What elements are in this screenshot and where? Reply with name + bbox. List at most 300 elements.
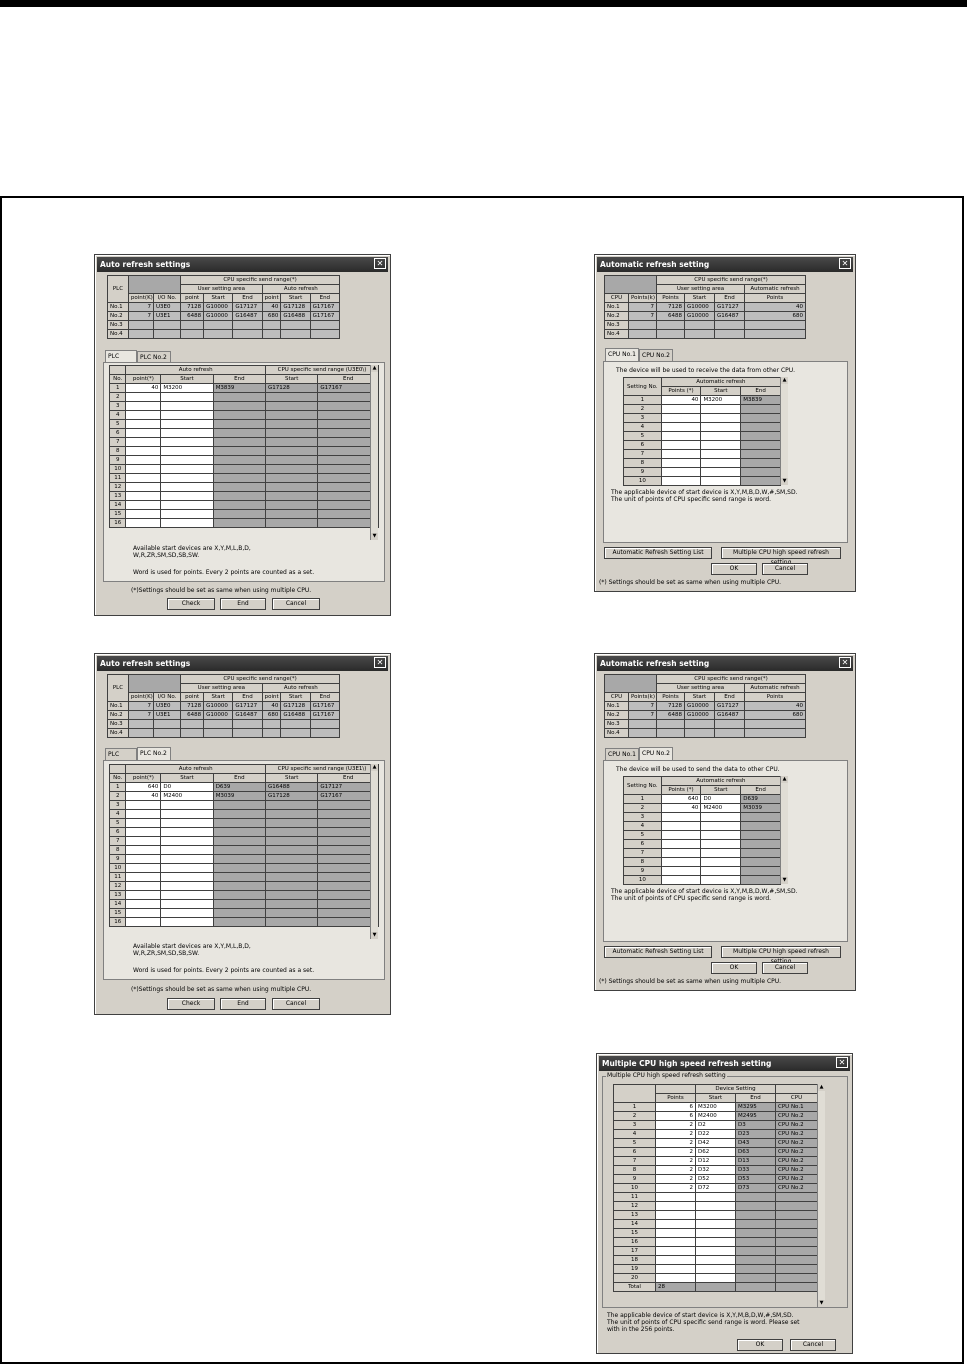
end-cell: D73 (736, 1184, 776, 1193)
points-input[interactable] (126, 810, 161, 819)
start-input[interactable] (161, 801, 213, 810)
start-input[interactable] (701, 441, 741, 450)
table-row (110, 828, 379, 837)
row-number: 8 (110, 846, 126, 855)
points-input[interactable] (126, 420, 161, 429)
start-input[interactable] (701, 477, 741, 486)
column-header: End (741, 786, 781, 795)
end-cell (741, 405, 781, 414)
check-button[interactable]: Check (167, 998, 215, 1010)
start-input[interactable] (701, 840, 741, 849)
points-input[interactable] (656, 1220, 696, 1229)
column-header: End (233, 693, 262, 702)
table-row (624, 822, 781, 831)
start-input[interactable]: D0 (701, 795, 741, 804)
table-row (110, 501, 379, 510)
automatic-refresh-header: Automatic refresh (745, 285, 806, 294)
start-input[interactable] (701, 867, 741, 876)
cpu-cell (776, 1238, 818, 1247)
table-row (624, 477, 781, 486)
start-input[interactable] (161, 438, 213, 447)
start-input[interactable] (701, 468, 741, 477)
start-input[interactable] (161, 855, 213, 864)
close-icon[interactable]: ✕ (836, 1057, 848, 1068)
table-cell (629, 330, 657, 339)
start-input[interactable]: D42 (696, 1139, 736, 1148)
start-input[interactable] (161, 429, 213, 438)
table-cell: 6488 (657, 312, 685, 321)
table-cell (153, 729, 180, 738)
start-input[interactable]: M3200 (161, 384, 213, 393)
start-input[interactable] (161, 456, 213, 465)
start-input[interactable] (161, 882, 213, 891)
start-input[interactable]: M2400 (161, 792, 213, 801)
points-input[interactable]: 40 (126, 384, 161, 393)
footnote: (*)Settings should be set as same when using multiple CPU. (131, 587, 312, 594)
points-input[interactable] (656, 1211, 696, 1220)
points-input[interactable] (661, 450, 701, 459)
auto-refresh-header: Auto refresh (262, 684, 339, 693)
start-input[interactable]: D52 (696, 1175, 736, 1184)
range-start-cell (266, 828, 318, 837)
start-input[interactable] (696, 1247, 736, 1256)
blank-cell (776, 1283, 818, 1292)
multiple-cpu-high-speed-button[interactable]: Multiple CPU high speed refresh (721, 946, 841, 958)
points-input[interactable] (656, 1274, 696, 1283)
points-input[interactable] (656, 1202, 696, 1211)
points-input[interactable] (126, 402, 161, 411)
row-label: No.4 (605, 729, 629, 738)
close-icon[interactable]: ✕ (374, 657, 386, 668)
points-input[interactable] (126, 855, 161, 864)
range-start-cell (266, 891, 318, 900)
start-input[interactable] (696, 1256, 736, 1265)
grid-scrollbar[interactable] (370, 365, 378, 540)
start-input[interactable] (701, 432, 741, 441)
column-header: End (213, 774, 265, 783)
points-input[interactable]: 40 (661, 396, 701, 405)
points-input[interactable] (661, 840, 701, 849)
row-number: 1 (624, 795, 662, 804)
start-input[interactable] (161, 411, 213, 420)
automatic-refresh-setting-list-button[interactable]: Automatic Refresh Setting List (604, 547, 712, 559)
start-input[interactable] (701, 459, 741, 468)
end-cell (213, 429, 265, 438)
footnote: (*) Settings should be set as same when using multiple CPU. (599, 579, 782, 586)
points-input[interactable] (661, 405, 701, 414)
start-input[interactable] (701, 813, 741, 822)
table-row (110, 909, 379, 918)
points-input[interactable] (126, 492, 161, 501)
word-points-note: Word is used for points. Every 2 points are counted as a set. (133, 569, 315, 576)
close-icon[interactable]: ✕ (839, 258, 851, 269)
table-cell (262, 321, 281, 330)
table-row (614, 1247, 818, 1256)
table-row (110, 882, 379, 891)
scroll-down-icon[interactable]: ▼ (372, 533, 377, 539)
points-input[interactable]: 640 (126, 783, 161, 792)
automatic-refresh-setting-list-button[interactable]: Automatic Refresh Setting List (604, 946, 712, 958)
points-input[interactable] (661, 858, 701, 867)
plc-header: PLC (108, 675, 129, 702)
start-input[interactable] (161, 501, 213, 510)
table-row (110, 519, 379, 528)
points-input[interactable] (126, 510, 161, 519)
points-input[interactable] (661, 459, 701, 468)
table-row (110, 384, 379, 393)
start-input[interactable] (701, 849, 741, 858)
table-cell (745, 321, 806, 330)
range-start-cell (266, 411, 318, 420)
points-input[interactable]: 2 (656, 1121, 696, 1130)
points-input[interactable] (126, 900, 161, 909)
scroll-down-icon[interactable]: ▼ (372, 932, 377, 938)
start-input[interactable] (161, 891, 213, 900)
points-input[interactable] (661, 813, 701, 822)
table-row (110, 438, 379, 447)
points-input[interactable] (126, 801, 161, 810)
grid-scrollbar[interactable] (370, 764, 378, 939)
points-input[interactable] (126, 909, 161, 918)
close-icon[interactable]: ✕ (839, 657, 851, 668)
points-input[interactable] (661, 876, 701, 885)
row-number: 11 (110, 873, 126, 882)
start-input[interactable]: M2400 (696, 1112, 736, 1121)
table-row (624, 840, 781, 849)
scroll-down-icon[interactable]: ▼ (782, 877, 787, 883)
scroll-down-icon[interactable]: ▼ (782, 478, 787, 484)
start-input[interactable] (161, 909, 213, 918)
start-input[interactable] (161, 420, 213, 429)
start-input[interactable] (701, 405, 741, 414)
end-cell (741, 831, 781, 840)
points-input[interactable] (661, 468, 701, 477)
points-input[interactable] (661, 441, 701, 450)
multiple-cpu-high-speed-dialog (596, 1053, 853, 1354)
start-input[interactable] (701, 876, 741, 885)
cancel-button[interactable]: Cancel (272, 998, 320, 1010)
points-input[interactable] (661, 423, 701, 432)
points-input[interactable]: 640 (661, 795, 701, 804)
tab-strip (605, 349, 845, 361)
table-row (110, 510, 379, 519)
grid-scrollbar[interactable] (817, 1084, 825, 1307)
start-input[interactable] (161, 402, 213, 411)
start-input[interactable] (696, 1193, 736, 1202)
scroll-up-icon[interactable]: ▲ (819, 1084, 824, 1090)
unit-note: The unit of points of CPU specific send range is word. (611, 895, 772, 902)
table-row (110, 918, 379, 927)
end-button[interactable]: End (220, 598, 266, 610)
table-cell (281, 321, 310, 330)
end-cell (213, 501, 265, 510)
table-row (624, 858, 781, 867)
column-header: point (181, 693, 204, 702)
start-input[interactable] (161, 483, 213, 492)
end-button[interactable]: End (220, 998, 266, 1010)
table-cell: 6488 (657, 711, 685, 720)
table-cell (204, 720, 233, 729)
grid-scrollbar[interactable] (780, 776, 788, 884)
start-input[interactable]: D12 (696, 1157, 736, 1166)
points-input[interactable] (126, 411, 161, 420)
start-input[interactable]: D62 (696, 1148, 736, 1157)
tab-cpu1[interactable]: CPU No.1 (605, 748, 639, 760)
table-cell (310, 729, 339, 738)
start-input[interactable] (161, 828, 213, 837)
ok-button[interactable]: OK (711, 563, 757, 575)
points-input[interactable]: 6 (656, 1112, 696, 1121)
end-cell (741, 441, 781, 450)
row-label: No.2 (108, 711, 129, 720)
scroll-up-icon[interactable]: ▲ (372, 764, 377, 770)
points-input[interactable] (126, 429, 161, 438)
word-points-note: Word is used for points. Every 2 points are counted as a set. (133, 967, 315, 974)
points-input[interactable] (661, 432, 701, 441)
start-input[interactable] (161, 474, 213, 483)
points-input[interactable] (126, 846, 161, 855)
footnote: (*)Settings should be set as same when using multiple CPU. (131, 986, 312, 993)
auto-refresh-grid (109, 365, 379, 528)
points-input[interactable]: 2 (656, 1130, 696, 1139)
start-devices-note: Available start devices are X,Y,M,L,B,D, W,R,ZR,SM,SD,SB,SW. (133, 545, 251, 559)
column-header: End (736, 1094, 776, 1103)
start-input[interactable] (161, 864, 213, 873)
ok-button[interactable]: OK (737, 1339, 783, 1351)
table-row (614, 1274, 818, 1283)
tab-plc1[interactable]: PLC (105, 350, 137, 363)
points-input[interactable]: 2 (656, 1139, 696, 1148)
points-input[interactable] (126, 828, 161, 837)
end-cell (213, 855, 265, 864)
points-input[interactable] (661, 831, 701, 840)
row-label: No.2 (108, 312, 129, 321)
points-input[interactable] (661, 822, 701, 831)
points-input[interactable] (126, 474, 161, 483)
points-input[interactable]: 6 (656, 1103, 696, 1112)
table-row (110, 456, 379, 465)
points-input[interactable] (126, 519, 161, 528)
start-input[interactable] (161, 900, 213, 909)
start-input[interactable]: D22 (696, 1130, 736, 1139)
start-input[interactable] (161, 519, 213, 528)
automatic-refresh-grid (623, 776, 781, 885)
start-input[interactable] (696, 1274, 736, 1283)
points-input[interactable] (661, 849, 701, 858)
start-input[interactable] (161, 492, 213, 501)
tab-cpu1[interactable]: CPU No.1 (605, 348, 639, 361)
start-input[interactable] (161, 837, 213, 846)
points-input[interactable] (126, 918, 161, 927)
points-input[interactable] (661, 414, 701, 423)
cancel-button[interactable]: Cancel (762, 962, 808, 974)
start-input[interactable] (161, 510, 213, 519)
row-label: No.2 (605, 312, 629, 321)
start-input[interactable]: M3200 (701, 396, 741, 405)
column-header: CPU (605, 294, 629, 303)
end-cell (741, 477, 781, 486)
row-number: 13 (110, 891, 126, 900)
start-input[interactable] (701, 831, 741, 840)
table-cell (262, 330, 281, 339)
points-input[interactable] (126, 819, 161, 828)
cpu-cell (776, 1247, 818, 1256)
points-input[interactable] (656, 1229, 696, 1238)
row-number: 7 (614, 1157, 656, 1166)
points-input[interactable] (661, 477, 701, 486)
row-number: 4 (624, 423, 662, 432)
table-cell: G16488 (281, 312, 310, 321)
range-start-cell (266, 438, 318, 447)
end-cell (741, 867, 781, 876)
table-row (624, 441, 781, 450)
scroll-down-icon[interactable]: ▼ (819, 1300, 824, 1306)
tab-cpu2[interactable]: CPU No.2 (639, 349, 673, 361)
points-input[interactable] (661, 867, 701, 876)
multiple-cpu-high-speed-button[interactable]: Multiple CPU high speed refresh (721, 547, 841, 559)
table-cell (128, 330, 153, 339)
tab-plc2[interactable]: PLC No.2 (137, 351, 171, 363)
end-cell (736, 1256, 776, 1265)
end-cell (741, 876, 781, 885)
points-input[interactable] (656, 1265, 696, 1274)
table-row (614, 1256, 818, 1265)
points-input[interactable]: 2 (656, 1184, 696, 1193)
table-row (605, 312, 806, 321)
end-cell (213, 483, 265, 492)
start-input[interactable] (161, 846, 213, 855)
points-input[interactable] (126, 447, 161, 456)
check-button[interactable]: Check (167, 598, 215, 610)
cpu-cell: CPU No.2 (776, 1112, 818, 1121)
points-input[interactable] (656, 1256, 696, 1265)
end-cell: M3039 (213, 792, 265, 801)
start-input[interactable] (701, 822, 741, 831)
start-input[interactable] (161, 819, 213, 828)
tab-plc1[interactable]: PLC (105, 748, 137, 760)
summary-table (604, 674, 806, 738)
row-number: 9 (110, 855, 126, 864)
table-row (108, 312, 340, 321)
start-input[interactable] (696, 1202, 736, 1211)
range-start-cell (266, 429, 318, 438)
user-area-header: User setting area (181, 285, 262, 294)
table-cell (128, 720, 153, 729)
points-input[interactable] (126, 438, 161, 447)
points-input[interactable]: 2 (656, 1148, 696, 1157)
points-input[interactable]: 40 (126, 792, 161, 801)
cancel-button[interactable]: Cancel (762, 563, 808, 575)
points-input[interactable] (656, 1247, 696, 1256)
end-cell (213, 846, 265, 855)
points-input[interactable]: 40 (661, 804, 701, 813)
start-input[interactable] (161, 393, 213, 402)
points-input[interactable]: 2 (656, 1175, 696, 1184)
end-cell: D33 (736, 1166, 776, 1175)
points-input[interactable] (126, 864, 161, 873)
start-input[interactable] (696, 1220, 736, 1229)
points-input[interactable] (126, 456, 161, 465)
points-input[interactable] (656, 1193, 696, 1202)
table-cell (745, 720, 806, 729)
table-row (605, 303, 806, 312)
cpu-cell (776, 1220, 818, 1229)
table-cell: G10000 (204, 303, 233, 312)
end-cell (213, 873, 265, 882)
points-input[interactable] (126, 465, 161, 474)
column-header: Points (656, 1094, 696, 1103)
row-number: 7 (624, 849, 662, 858)
grid-scrollbar[interactable] (780, 377, 788, 485)
end-cell (736, 1247, 776, 1256)
points-input[interactable] (126, 837, 161, 846)
start-input[interactable]: M3200 (696, 1103, 736, 1112)
cancel-button[interactable]: Cancel (790, 1339, 836, 1351)
start-input[interactable] (701, 450, 741, 459)
start-input[interactable]: D32 (696, 1166, 736, 1175)
points-input[interactable] (126, 882, 161, 891)
points-input[interactable] (126, 483, 161, 492)
scroll-up-icon[interactable]: ▲ (782, 776, 787, 782)
start-input[interactable] (696, 1211, 736, 1220)
row-number: 12 (110, 483, 126, 492)
start-input[interactable] (701, 414, 741, 423)
summary-table (604, 275, 806, 339)
start-input[interactable] (161, 873, 213, 882)
column-header: Start (161, 774, 213, 783)
start-input[interactable]: D72 (696, 1184, 736, 1193)
end-cell (213, 492, 265, 501)
scroll-up-icon[interactable]: ▲ (372, 365, 377, 371)
table-cell: 680 (745, 711, 806, 720)
tab-plc2[interactable]: PLC No.2 (137, 747, 171, 760)
start-input[interactable] (161, 810, 213, 819)
range-start-cell (266, 456, 318, 465)
start-input[interactable] (696, 1229, 736, 1238)
row-number: 10 (110, 465, 126, 474)
points-input[interactable]: 2 (656, 1157, 696, 1166)
start-input[interactable] (161, 465, 213, 474)
close-icon[interactable]: ✕ (374, 258, 386, 269)
row-number: 10 (614, 1184, 656, 1193)
start-input[interactable] (701, 423, 741, 432)
scroll-up-icon[interactable]: ▲ (782, 377, 787, 383)
start-input[interactable]: M2400 (701, 804, 741, 813)
points-input[interactable] (126, 873, 161, 882)
row-number: 7 (110, 837, 126, 846)
cpu-send-range-header: CPU specific send range(*) (657, 675, 806, 684)
start-input[interactable] (701, 858, 741, 867)
points-input[interactable] (126, 393, 161, 402)
tab-cpu2[interactable]: CPU No.2 (639, 747, 673, 760)
end-cell (213, 438, 265, 447)
cancel-button[interactable]: Cancel (272, 598, 320, 610)
start-input[interactable] (696, 1265, 736, 1274)
ok-button[interactable]: OK (711, 962, 757, 974)
points-input[interactable] (656, 1238, 696, 1247)
points-input[interactable] (126, 501, 161, 510)
points-input[interactable]: 2 (656, 1166, 696, 1175)
start-input[interactable] (161, 918, 213, 927)
start-input[interactable]: D2 (696, 1121, 736, 1130)
points-input[interactable] (126, 891, 161, 900)
start-input[interactable] (161, 447, 213, 456)
start-input[interactable]: D0 (161, 783, 213, 792)
column-header: point(*) (126, 375, 161, 384)
start-input[interactable] (696, 1238, 736, 1247)
tab-strip (605, 748, 845, 760)
blank-header (110, 765, 126, 774)
